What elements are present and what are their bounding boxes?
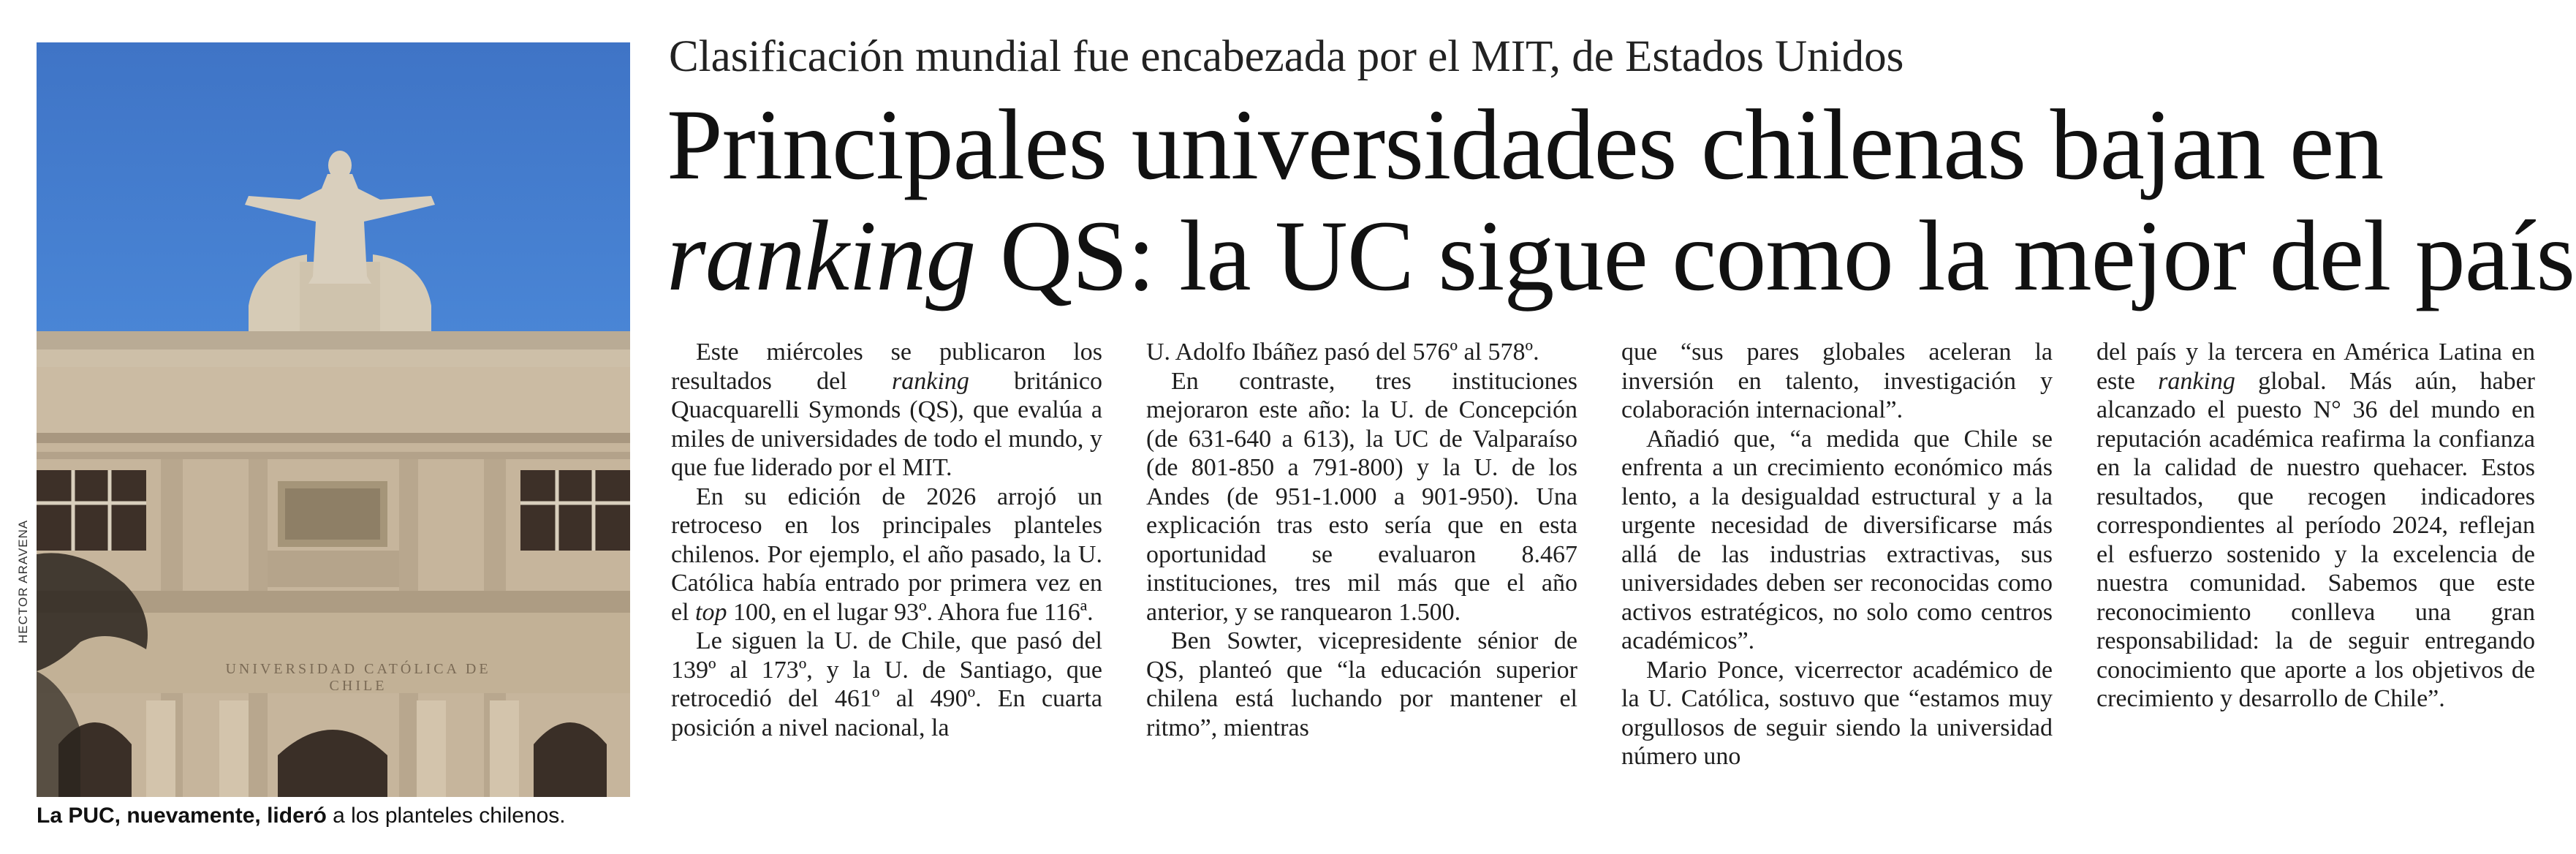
photo-caption <box>37 803 643 829</box>
paragraph: Le siguen la U. de Chile, que pasó del 139º al 173º, y la U. de Santiago, que retrocedió del 461º al 490º. En cuarta posición a nivel nacional, la <box>671 627 1102 741</box>
article-column-1 <box>671 338 1102 842</box>
italic-span: top <box>695 598 727 626</box>
article-column-4 <box>2096 338 2535 842</box>
paragraph: Ben Sowter, vicepresidente sénior de QS, planteó que “la educación superior chilena está luchando por mantener el ritmo”, mientras <box>1146 627 1577 741</box>
text-span: global. Más aún, haber alcanzado el puesto N° 36 del mundo en reputación académica reafirma la confianza en la calidad de nuestro quehacer. Estos resultados, que recogen indicadores correspondientes al período 2024, reflejan el esfuerzo sostenido y la excelencia de nuestra comunidad. Sabemos que este reconocimiento conlleva una gran responsabilidad: la de seguir entregando conocimiento que aporte a los objetivos de crecimiento y desarrollo de Chile”. <box>2096 367 2535 712</box>
text-span: británico Quacquarelli Symonds (QS), que evalúa a miles de universidades de todo el mundo, y que fue liderado por el MIT. <box>671 367 1102 481</box>
paragraph: que “sus pares globales aceleran la inversión en talento, investigación y colaboración internacional”. <box>1621 339 2053 423</box>
paragraph: U. Adolfo Ibáñez pasó del 576º al 578º. <box>1146 339 1539 366</box>
headline-rest: QS: la UC sigue como la mejor del país <box>975 200 2575 311</box>
text-span: del país y la tercera en América Latina en este <box>2096 339 2535 395</box>
headline-line-2 <box>667 200 2575 311</box>
text-span: 100, en el lugar 93º. Ahora fue 116ª. <box>727 598 1094 626</box>
article-column-2 <box>1146 338 1577 842</box>
paragraph <box>671 483 1102 627</box>
paragraph: Mario Ponce, vicerrector académico de la U. Católica, sostuvo que “estamos muy orgullosos de seguir siendo la universidad número uno <box>1621 656 2053 770</box>
article-photo <box>37 42 630 797</box>
paragraph: Añadió que, “a medida que Chile se enfrenta a un crecimiento económico más lento, a la desigualdad estructural y a la urgente necesidad de diversificarse más allá de las industrias extractivas, sus universidades deben ser reconocidas como activos estratégicos, no solo como centros académicos”. <box>1621 425 2053 654</box>
caption-rest: a los planteles chilenos. <box>326 804 566 828</box>
building-inscription: UNIVERSIDAD CATÓLICA DE CHILE <box>225 661 491 694</box>
italic-span: ranking <box>2158 367 2235 395</box>
headline-italic: ranking <box>667 200 976 311</box>
photo-credit: HECTOR ARAVENA <box>16 519 30 643</box>
italic-span: ranking <box>892 367 969 395</box>
paragraph <box>2096 338 2535 714</box>
kicker: Clasificación mundial fue encabezada por el MIT, de Estados Unidos <box>669 32 1904 81</box>
paragraph <box>671 338 1102 483</box>
paragraph: En contraste, tres instituciones mejoraron este año: la U. de Concepción (de 631-640 a 613), la UC de Valparaíso (de 801-850 a 791-800) y la U. de los Andes (de 951-1.000 a 901-950). Una explicación tras esto sería que en esta oportunidad se evaluaron 8.467 instituciones, tres mil más que el año anterior, y se ranquearon 1.500. <box>1146 367 1577 626</box>
headline-line-1: Principales universidades chilenas bajan en <box>667 88 2384 200</box>
article-column-3 <box>1621 338 2053 842</box>
headline <box>667 88 2575 311</box>
text-span: Este miércoles se publicaron los resultados del <box>671 339 1102 395</box>
caption-bold: La PUC, nuevamente, lideró <box>37 804 327 828</box>
text-span: En su edición de 2026 arrojó un retroceso en los principales planteles chilenos. Por ejemplo, el año pasado, la U. Católica había entrado por primera vez en el <box>671 483 1102 626</box>
